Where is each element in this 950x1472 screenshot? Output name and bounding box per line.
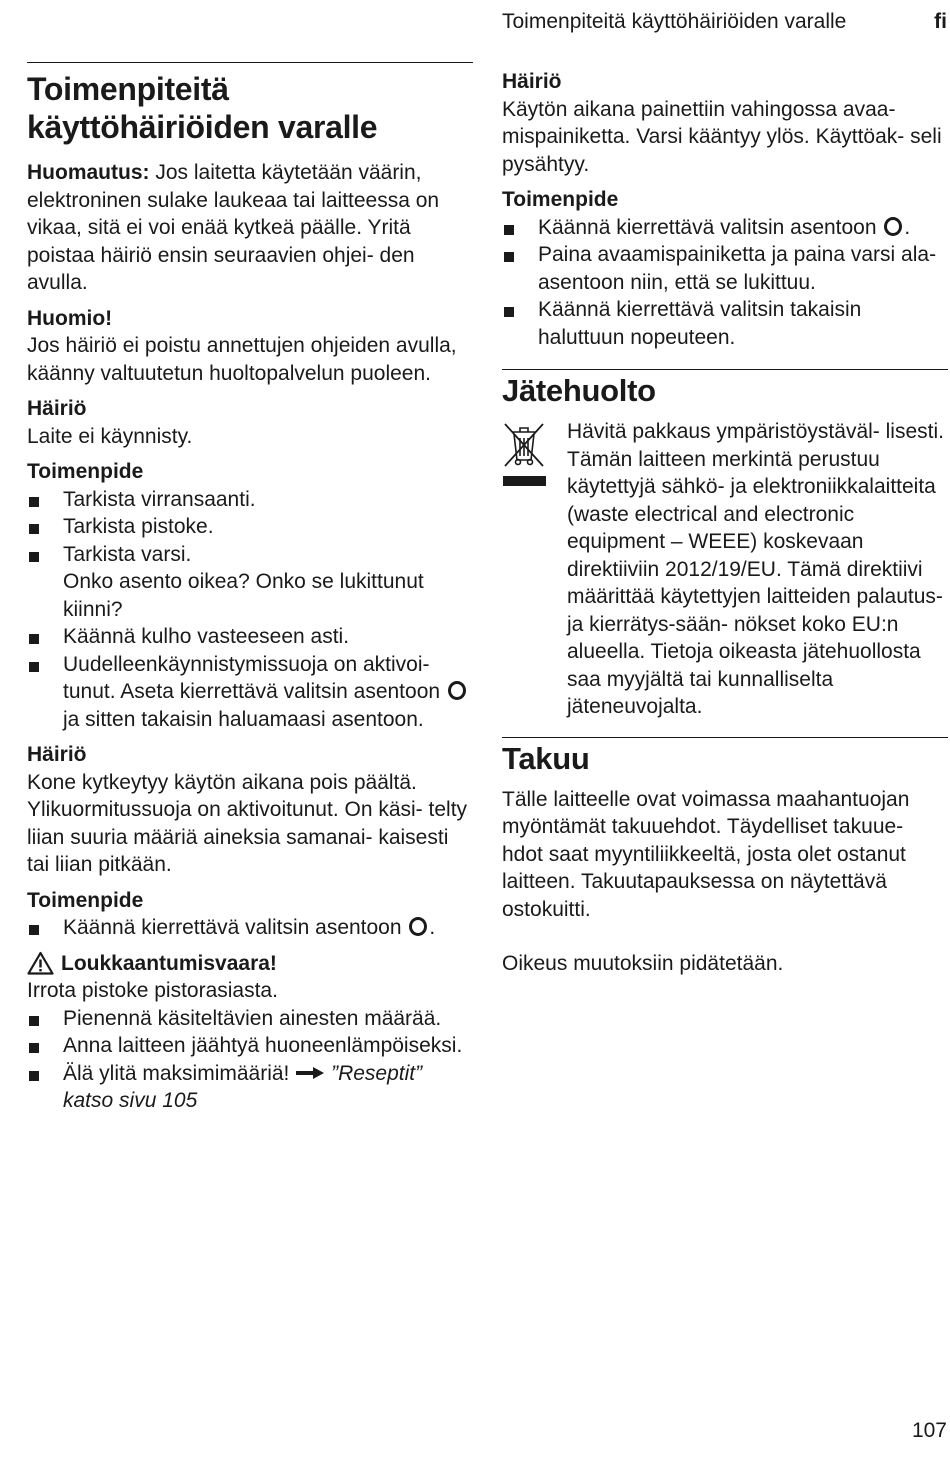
bullet-icon bbox=[29, 925, 39, 935]
disposal-block bbox=[502, 418, 948, 721]
running-header-title: Toimenpiteitä käyttöhäiriöiden varalle bbox=[502, 10, 847, 33]
action-1-label: Toimenpide bbox=[27, 460, 144, 483]
section-heading-warranty: Takuu bbox=[502, 740, 590, 776]
off-position-icon bbox=[884, 217, 902, 236]
fault-2-label: Häiriö bbox=[27, 743, 87, 766]
list-item: Käännä kierrettävä valitsin takaisin haluttuun nopeuteen. bbox=[502, 296, 948, 351]
action-3-list bbox=[502, 214, 948, 352]
bullet-icon bbox=[29, 497, 39, 507]
list-item: Tarkista varsi. Onko asento oikea? Onko se lukittunut kiinni? bbox=[27, 541, 473, 624]
bullet-icon bbox=[29, 634, 39, 644]
warning-list bbox=[27, 1005, 473, 1115]
language-code: fi bbox=[934, 10, 947, 33]
list-item: Uudelleenkäynnistymissuoja on aktivoi- tunut. Aseta kierrettävä valitsin asentoon ja sitten takaisin haluamaasi asentoon. bbox=[27, 651, 473, 734]
disposal-text: Hävitä pakkaus ympäristöystäväl- lisesti. Tämän laitteen merkintä perustuu käytettyjä sähkö- ja elektroniikkalaitteita (waste electrical and electronic equipment – WEEE) koskevaan direktiiviin 2012/19/EU. Tämä direktiivi määrittää käytettyjen laitteiden palautus- ja kierrätys-sään- nökset koko EU:n alueella. Tietoja oikeasta jätehuollosta saa myyjältä tai kunnalliselta jäteneuvojalta. bbox=[567, 420, 944, 718]
rights-reserved-text: Oikeus muutoksiin pidätetään. bbox=[502, 952, 784, 975]
recipes-reference-link[interactable]: ”Reseptit” katso sivu 105 bbox=[63, 1061, 423, 1112]
caution-text: Jos häiriö ei poistu annettujen ohjeiden avulla, käänny valtuutetun huoltopalvelun puoleen. bbox=[27, 334, 457, 385]
action-2-label: Toimenpide bbox=[27, 888, 144, 912]
arrow-right-icon bbox=[295, 1066, 325, 1080]
left-column bbox=[27, 62, 473, 1115]
bullet-icon bbox=[504, 252, 514, 262]
warning-triangle-icon bbox=[27, 951, 54, 975]
fault-3-text: Käytön aikana painettiin vahingossa avaa- mispainiketta. Varsi kääntyy ylös. Käyttöak- seli pysähtyy. bbox=[502, 97, 942, 176]
section-heading-disposal: Jätehuolto bbox=[502, 373, 656, 408]
bullet-icon bbox=[29, 1016, 39, 1026]
fault-1-text: Laite ei käynnisty. bbox=[27, 424, 193, 448]
off-position-icon bbox=[409, 917, 427, 936]
fault-1-label: Häiriö bbox=[27, 397, 87, 420]
warranty-text: Tälle laitteelle ovat voimassa maahantuojan myöntämät takuuehdot. Täydelliset takuue- hdot saat myyntiliikkeeltä, josta olet ostanut laitteen. Takuutapauksessa on näytettävä ostokuitti. bbox=[502, 787, 910, 921]
bullet-icon bbox=[29, 524, 39, 534]
list-item: Älä ylitä maksimimääriä! ”Reseptit” katso sivu 105 bbox=[27, 1060, 473, 1115]
list-item: Pienennä käsiteltävien ainesten määrää. bbox=[27, 1005, 473, 1033]
warning-text: Irrota pistoke pistorasiasta. bbox=[27, 979, 278, 1002]
list-item: Anna laitteen jäähtyä huoneenlämpöiseksi. bbox=[27, 1032, 473, 1060]
bullet-icon bbox=[29, 1071, 39, 1081]
note-paragraph bbox=[27, 159, 473, 297]
caution-label: Huomio! bbox=[27, 306, 113, 330]
list-item-extra: Onko asento oikea? Onko se lukittunut kiinni? bbox=[63, 570, 424, 621]
bullet-icon bbox=[29, 1043, 39, 1053]
bullet-icon bbox=[29, 552, 39, 562]
bullet-icon bbox=[504, 307, 514, 317]
section-divider bbox=[502, 737, 948, 738]
heading-line-2: käyttöhäiriöiden varalle bbox=[27, 109, 378, 145]
page-number: 107 bbox=[911, 1419, 947, 1442]
note-text: Jos laitetta käytetään väärin, elektroninen sulake laukeaa tai laitteessa on vikaa, sitä ei voi enää kytkeä päälle. Yritä poistaa häiriö ensin seuraavien ohjei- den avulla. bbox=[27, 161, 440, 294]
weee-crossed-bin-icon bbox=[502, 418, 548, 721]
list-item: Tarkista virransaanti. bbox=[27, 486, 473, 514]
injury-warning-heading bbox=[27, 950, 473, 978]
list-item: Käännä kierrettävä valitsin asentoon . bbox=[27, 914, 473, 942]
list-item: Käännä kulho vasteeseen asti. bbox=[27, 623, 473, 651]
note-label: Huomautus: bbox=[27, 161, 150, 184]
section-divider bbox=[502, 369, 948, 370]
action-1-list bbox=[27, 486, 473, 734]
section-heading-troubleshooting bbox=[27, 70, 473, 146]
list-item: Paina avaamispainiketta ja paina varsi ala-asentoon niin, että se lukittuu. bbox=[502, 241, 948, 296]
fault-2-text: Kone kytkeytyy käytön aikana pois päältä. Ylikuormitussuoja on aktivoitunut. On käsi- telty liian suuria määriä aineksia samanai- kaisesti tai liian pitkään. bbox=[27, 770, 468, 876]
off-position-icon bbox=[448, 681, 466, 700]
warning-label: Loukkaantumisvaara! bbox=[61, 951, 277, 975]
fault-3-label: Häiriö bbox=[502, 70, 562, 93]
right-column bbox=[502, 68, 948, 978]
heading-line-1: Toimenpiteitä bbox=[27, 71, 229, 107]
bullet-icon bbox=[29, 662, 39, 672]
list-item: Tarkista pistoke. bbox=[27, 513, 473, 541]
bullet-icon bbox=[504, 225, 514, 235]
action-3-label: Toimenpide bbox=[502, 188, 619, 211]
action-2-list bbox=[27, 914, 473, 942]
list-item: Käännä kierrettävä valitsin asentoon . bbox=[502, 214, 948, 242]
